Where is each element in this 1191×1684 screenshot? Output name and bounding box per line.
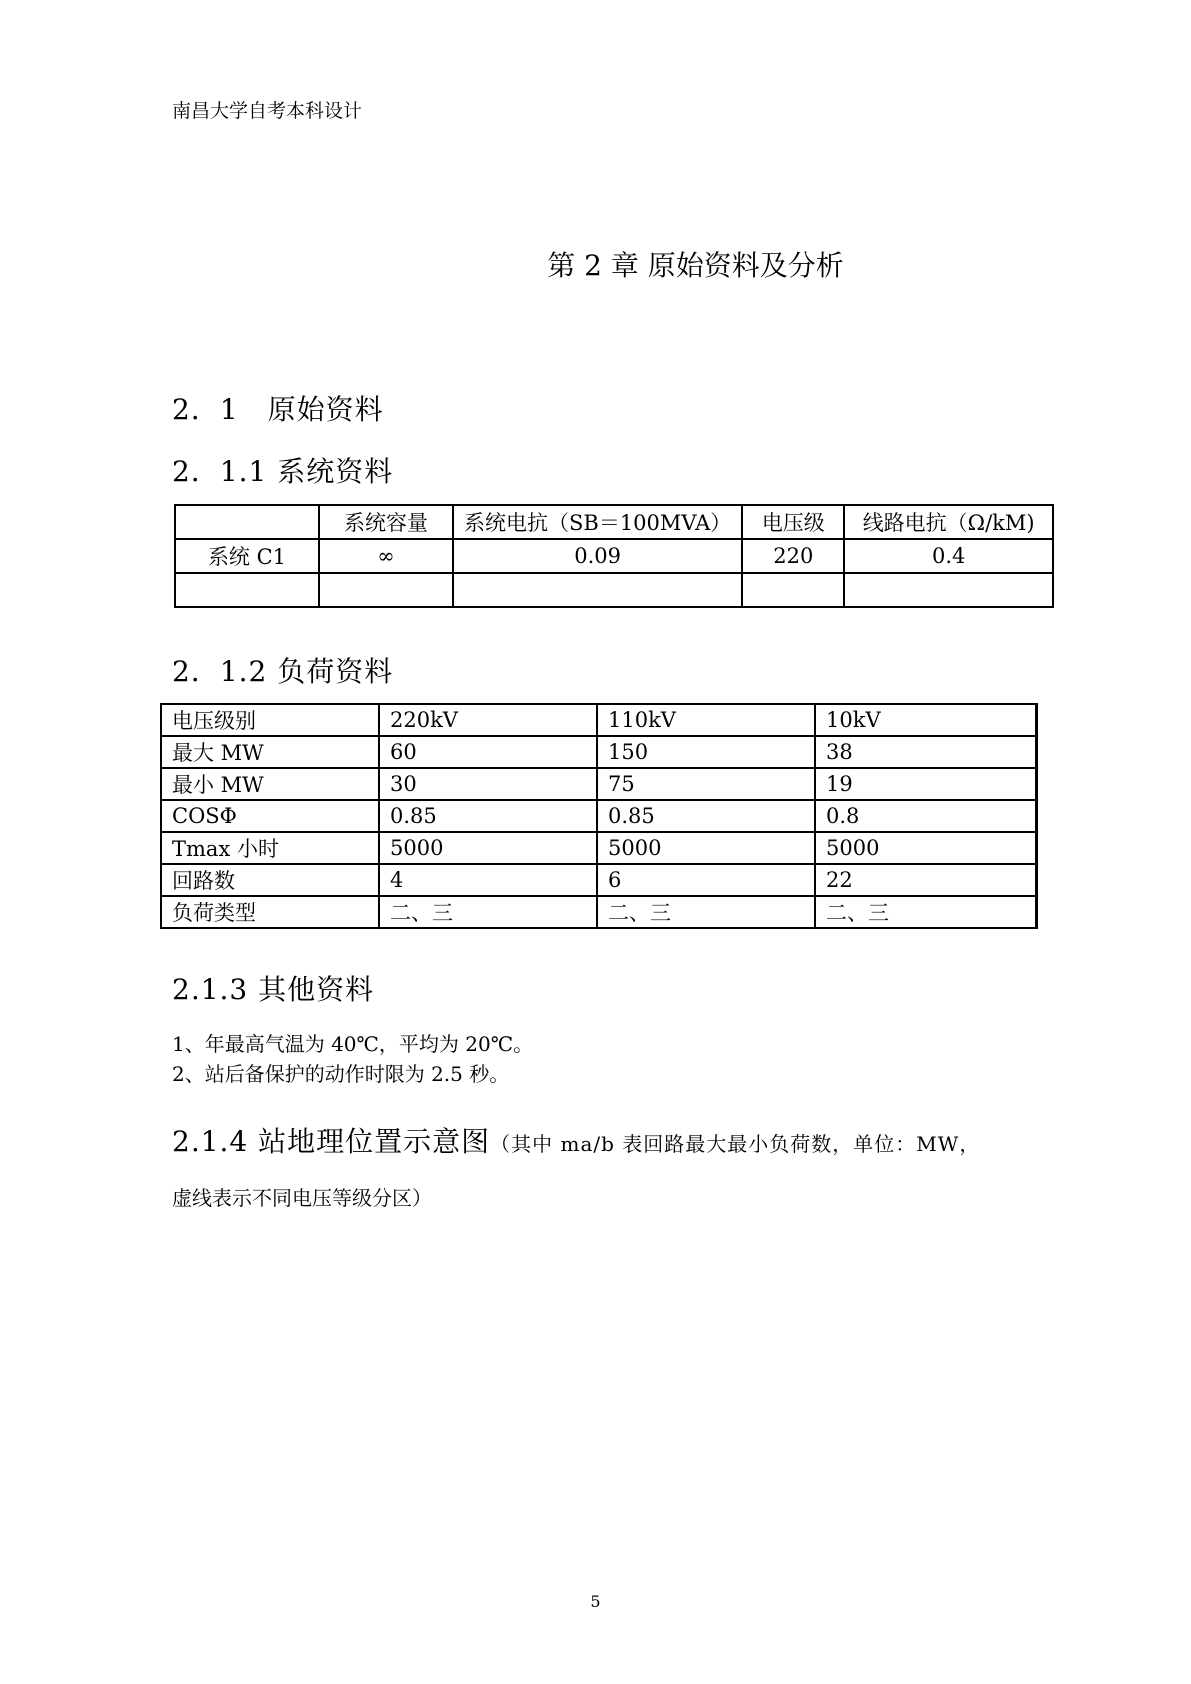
table-header-row bbox=[175, 505, 1053, 539]
other-item: 1、年最高气温为 40℃，平均为 20℃。 bbox=[172, 1032, 534, 1056]
system-data-table bbox=[174, 504, 1054, 608]
table-cell: 4 bbox=[379, 864, 597, 896]
table-header-cell: 系统电抗（SB＝100MVA） bbox=[453, 505, 742, 539]
table-cell: 5000 bbox=[379, 832, 597, 864]
table-cell: 二、三 bbox=[815, 896, 1037, 928]
table-cell bbox=[175, 573, 319, 607]
table-cell: 最小 MW bbox=[161, 768, 379, 800]
table-row bbox=[161, 800, 1037, 832]
section-2-1-4-heading bbox=[172, 1120, 980, 1160]
section-2-1-1-heading: 2．1.1 系统资料 bbox=[172, 455, 394, 488]
table-cell bbox=[319, 573, 453, 607]
table-header-cell: 电压级 bbox=[742, 505, 844, 539]
table-cell: 110kV bbox=[597, 704, 815, 736]
table-row bbox=[161, 704, 1037, 736]
table-cell bbox=[844, 573, 1053, 607]
table-row bbox=[175, 539, 1053, 573]
chapter-title: 第 2 章 原始资料及分析 bbox=[547, 249, 844, 282]
table-row bbox=[161, 768, 1037, 800]
table-cell: 0.8 bbox=[815, 800, 1037, 832]
table-cell: 二、三 bbox=[597, 896, 815, 928]
table-cell: Tmax 小时 bbox=[161, 832, 379, 864]
table-cell bbox=[742, 573, 844, 607]
table-cell: 最大 MW bbox=[161, 736, 379, 768]
page-number: 5 bbox=[590, 1592, 601, 1611]
table-cell: 60 bbox=[379, 736, 597, 768]
table-cell: 6 bbox=[597, 864, 815, 896]
table-cell: 0.85 bbox=[379, 800, 597, 832]
table-cell: ∞ bbox=[319, 539, 453, 573]
table-cell: 220kV bbox=[379, 704, 597, 736]
table-cell: 75 bbox=[597, 768, 815, 800]
table-cell: 回路数 bbox=[161, 864, 379, 896]
table-row bbox=[175, 573, 1053, 607]
table-cell: 150 bbox=[597, 736, 815, 768]
table-cell: 系统 C1 bbox=[175, 539, 319, 573]
section-2-1-heading: 2．1 原始资料 bbox=[172, 393, 384, 426]
section-2-1-2-heading: 2．1.2 负荷资料 bbox=[172, 655, 394, 688]
table-cell: 220 bbox=[742, 539, 844, 573]
table-row bbox=[161, 832, 1037, 864]
section-2-1-4-title: 2.1.4 站地理位置示意图 bbox=[172, 1125, 491, 1158]
table-header-cell: 系统容量 bbox=[319, 505, 453, 539]
table-cell: 22 bbox=[815, 864, 1037, 896]
table-cell: 10kV bbox=[815, 704, 1037, 736]
table-row bbox=[161, 736, 1037, 768]
table-cell bbox=[453, 573, 742, 607]
load-data-table bbox=[160, 703, 1038, 929]
table-cell: 0.09 bbox=[453, 539, 742, 573]
other-item: 2、站后备保护的动作时限为 2.5 秒。 bbox=[172, 1062, 510, 1086]
table-cell: 电压级别 bbox=[161, 704, 379, 736]
table-cell: 19 bbox=[815, 768, 1037, 800]
table-row bbox=[161, 896, 1037, 928]
table-cell: 38 bbox=[815, 736, 1037, 768]
table-cell: 0.85 bbox=[597, 800, 815, 832]
section-2-1-4-note: （其中 ma/b 表回路最大最小负荷数，单位：MW， bbox=[490, 1132, 981, 1156]
table-cell: 二、三 bbox=[379, 896, 597, 928]
table-cell: 负荷类型 bbox=[161, 896, 379, 928]
table-header-cell bbox=[175, 505, 319, 539]
table-row bbox=[161, 864, 1037, 896]
table-cell: 30 bbox=[379, 768, 597, 800]
table-header-cell: 线路电抗（Ω/kM) bbox=[844, 505, 1053, 539]
table-cell: 5000 bbox=[597, 832, 815, 864]
section-2-1-4-note-continued: 虚线表示不同电压等级分区） bbox=[172, 1186, 432, 1210]
table-cell: 0.4 bbox=[844, 539, 1053, 573]
table-cell: 5000 bbox=[815, 832, 1037, 864]
section-2-1-3-heading: 2.1.3 其他资料 bbox=[172, 973, 375, 1006]
page-header: 南昌大学自考本科设计 bbox=[172, 100, 363, 122]
table-cell: COSΦ bbox=[161, 800, 379, 832]
